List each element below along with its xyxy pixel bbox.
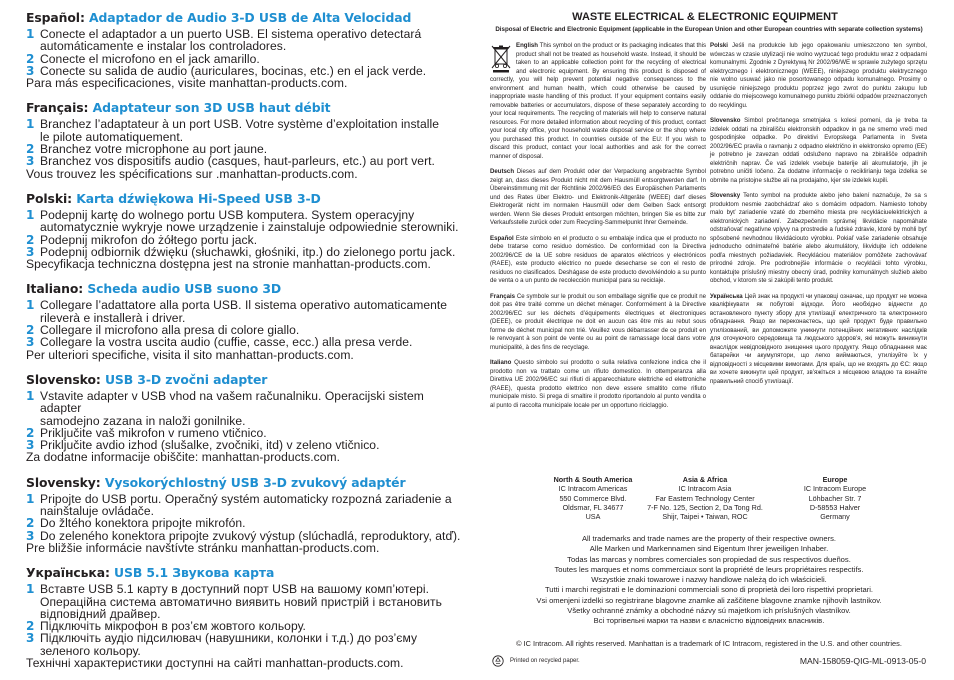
step-text-line: automáticamente e instalar los controladores. (40, 39, 287, 54)
product-title: Adaptador de Audio 3-D USB de Alta Velocidad (89, 10, 412, 25)
address-line: Germany (820, 512, 850, 522)
section-heading (26, 281, 466, 296)
weee-column-right (710, 42, 927, 393)
section-heading (26, 565, 466, 580)
product-title: Vysokorýchlostný USB 3-D zvukový adaptér (104, 474, 406, 490)
trademark-line: Tutti i marchi registrati e le dominazioni commerciali sono di proprietà dei loro rispettivi proprietari. (544, 585, 874, 595)
step-text-line: Collegare il microfono alla presa di colore giallo. (40, 323, 300, 338)
step-number: 1 (26, 491, 35, 506)
trademark-line: Všetky ochranné známky a obchodné názvy sú majetkom ich príslušných vlastníkov. (567, 606, 851, 616)
language-name: Español: (26, 10, 85, 25)
step-text-line: Do zeleného konektora pripojte zvukový výstup (slúchadlá, reproduktory, atď). (40, 528, 461, 543)
step-text-line: automatycznie wykryje nowe urządzenie i zainstaluje odpowiednie sterowniki. (40, 220, 459, 235)
weee-language-label: Italiano (490, 359, 512, 366)
address-line: USA (585, 512, 601, 522)
step-text-line: Branchez l’adaptateur à un port USB. Votre système d’exploitation installe (40, 117, 439, 132)
specifications-note: Para más especificaciones, visite manhattan-products.com. (26, 76, 348, 91)
crossed-out-wheelie-bin-icon (490, 43, 512, 73)
step-number: 1 (26, 207, 35, 222)
weee-paragraph (710, 117, 927, 185)
step-text-line: Collegare la vostra uscita audio (cuffie, casse, ecc.) alla presa verde. (40, 335, 413, 350)
weee-paragraph (710, 192, 927, 286)
step-text-line: зеленого кольору. (40, 643, 141, 658)
recycle-icon (492, 655, 504, 667)
instruction-step (26, 336, 466, 348)
step-number: 2 (26, 323, 35, 338)
step-text-line: Vstavite adapter v USB vhod na vašem računalniku. Operacijski sistem adapter (40, 388, 424, 416)
copyright-notice: © IC Intracom. All rights reserved. Manhattan is a trademark of IC Intracom, registered in the U.S. and other countries. (516, 639, 902, 648)
step-number: 1 (26, 388, 35, 403)
weee-paragraph-text: Este símbolo en el producto o su embalaje indica que el producto no debe tratarse como residuo doméstico. De conformidad con la Directiva 2002/96/CE de la UE sobre residuos de aparatos eléctricos y electrónicos (RAEE), este producto eléctrico no puede desecharse se con el resto de residuos no clasificados. Deshágase de este producto devolviéndolo a su punto de venta o a un punto de recolección municipal para su reciclaje. (490, 234, 706, 284)
weee-title: WASTE ELECTRICAL & ELECTRONIC EQUIPMENT (572, 11, 838, 23)
product-title: USB 5.1 Звукова карта (114, 565, 275, 581)
step-text-line: Підключіть аудіо підсилювач (навушники, колонки і т.д.) до роз’єму (40, 631, 418, 646)
instruction-step (26, 246, 466, 258)
weee-paragraph-text: This symbol on the product or its packaging indicates that this product shall not be treated as household waste. Instead, it should be taken to an applicable collection point for the recycling of electrical and electronic equipment. By ensuring this product is disposed of correctly, you will help prevent potential negative consequences to the environment and human health, which could otherwise be caused by inappropriate waste handling of this product. If your equipment contains easily removable batteries or accumulators, dispose of these separately according to your local requirements. The recycling of materials will help to conserve natural resources. For more detailed information about recycling of this product, contact your local city office, your household waste disposal service or the shop where you purchased this product. In countries outside of the EU: If you wish to discard this product, contact your local authorities and ask for the correct manner of disposal. (490, 42, 706, 160)
weee-paragraph (710, 42, 927, 110)
weee-language-label: Slovensky (710, 192, 741, 199)
instructions-column (26, 10, 466, 680)
language-section (26, 475, 466, 554)
section-heading (26, 100, 466, 115)
step-text-line: rileverà e installerà i driver. (40, 310, 186, 325)
trademark-line: Todas las marcas y nombres comerciales son propiedad de sus respectivos dueños. (567, 554, 851, 564)
instruction-step (26, 234, 466, 246)
step-text-line: Підключіть мікрофон в роз’єм жовтого кольору. (40, 619, 306, 634)
step-text-line: Do žltého konektora pripojte mikrofón. (40, 516, 246, 531)
weee-column (490, 10, 928, 666)
step-text-line: Podepnij odbiornik dźwięku (słuchawki, głośniki, itp.) do zielonego portu jack. (40, 244, 456, 259)
step-number: 2 (26, 142, 35, 157)
product-title: Adaptateur son 3D USB haut débit (92, 100, 331, 116)
step-number: 2 (26, 619, 35, 634)
section-heading (26, 191, 466, 206)
step-number: 2 (26, 425, 35, 440)
address-line: Far Eastern Technology Center (655, 493, 755, 503)
instruction-step (26, 517, 466, 529)
instruction-step (26, 493, 466, 518)
instruction-step (26, 65, 466, 77)
step-text-line: Pripojte do USB portu. Operačný systém automaticky rozpozná zariadenie a (40, 491, 452, 506)
step-text-line: samodejno zazana in naloži gonilnike. (40, 413, 246, 428)
weee-paragraph-text: Tento symbol na produkte alebo jeho balení naznačuje, že sa s produktom nesmie zaobchádzať ako s domácim odpadom. Namiesto tohoby malo byť zariadenie vzaté do zberného miesta pre recykláciuelektrických a elektronických zariadení. Zabezpečením správnej likvidácie napomáhate odstraňovať negatívne vplyvy na prostredie a ľudské zdravie, ktoré by mohli byť spôsobené nevhodnou likvidáciouto výrobku. Pokiaľ vaše zariadenie obsahuje jednoducho odnímateľné batérie alebo akumulátory, likvidujte ich oddelene podľa miestnych požiadaviek. Recykláciou materiálov pomôžete zachovávať prírodné zdroje. Pre podrobnejšie informácie o recyklácii tohto výrobku, kontaktujte príslušný miestny obecný úrad, podniky komunálnych služieb alebo obchod, v ktorom ste si zakúpili tento produkt. (710, 192, 927, 284)
weee-column-left (490, 42, 706, 417)
weee-paragraph (490, 359, 706, 410)
instruction-step (26, 583, 466, 620)
step-text-line: Priključite vaš mikrofon v rumeno vtičnico. (40, 425, 267, 440)
language-section (26, 10, 466, 89)
section-heading (26, 372, 466, 387)
specifications-note: Pre bližšie informácie navštívte stránku manhattan-products.com. (26, 540, 380, 555)
weee-paragraph-text: Dieses auf dem Produkt oder der Verpackung angebrachte Symbol zeigt an, dass dieses Produkt nicht mit dem Hausmüll entsorgtwerden darf. In Übereinstimmung mit der Richtlinie 2002/96/EG des Europäischen Parlaments und des Rates über Elektro- und Elektronik-Altgeräte (WEEE) darf dieses Elektrogerät nicht im normalen Hausmüll oder dem Gelben Sack entsorgt werden. Wenn Sie dieses Produkt entsorgen möchten, bringen Sie es bitte zur Verkaufsstelle zurück oder zum Recycling-Sammelpunkt Ihrer Gemeinde. (490, 168, 706, 226)
weee-language-label: English (516, 42, 539, 49)
step-text-line: Conecte el microfono en el jack amarillo. (40, 51, 260, 66)
specifications-note: Specyfikacja techniczna dostępna jest na stronie manhattan-products.com. (26, 257, 431, 272)
instruction-step (26, 439, 466, 451)
step-text-line: Branchez votre microphone au port jaune. (40, 142, 268, 157)
office-address (640, 475, 770, 521)
trademark-line: Vsi omenjeni izdelki so registrirane blagovne znamke ali zaščitene blagovne znamke njihovih lastnikov. (536, 595, 882, 605)
step-text-line: Podepnij kartę do wolnego portu USB komputera. System operacyjny (40, 207, 415, 222)
weee-paragraph-text: Questo simbolo sui prodotto o sulla relativa confezione indica che il prodotto non va trattato come un rifiuto domestico. In ottemperanza alla Direttiva UE 2002/96/EC sui rifiuti di apparecchiature elettriche ed elettroniche (RAEE), questa prodotto elettrico non deve essere smaltito come rifiuto municipale misto. Si prega di smaltire il prodotto riportandolo al punto vendita o al punto di raccolta municipale locale per un opportuno riciclaggio. (490, 359, 706, 409)
address-line: IC Intracom Europe (803, 484, 867, 494)
address-line: Löhbacher Str. 7 (808, 493, 862, 503)
step-text-line: Операційна система автоматично виявить новий пристрій і встановить (40, 594, 442, 609)
step-number: 1 (26, 582, 35, 597)
language-section (26, 372, 466, 464)
office-region: Europe (822, 475, 848, 484)
address-line: IC Intracom Asia (678, 484, 732, 494)
step-number: 3 (26, 335, 35, 350)
step-number: 2 (26, 516, 35, 531)
weee-paragraph-text: Цей знак на продукті чи упаковці означає, що продукт не можна кваліфікувати як побутові відходи. Його необхідно віднести до встановленого пункту збору для утилізації електричного та електронного обладнання. Якщо ви переконаєтесь, що цей продукт буде правильно утилізований, ви допоможете уникнути потенційних негативних наслідків для оточуючого середовища та людського здоров’я, які можуть виникнути внаслідок невідповідного знищення цього продукту. Якщо обладнання має батарейки чи акумулятори, що легко виймаються, утилізуйте їх у відповідності з місцевими вимогами. Для країн, що не входять до ЄС: якщо ви хочете викинути цей продукт, зв’яжіться з місцевою владою та взнайте правильний спосіб утилізації. (710, 292, 928, 385)
step-text-line: Conecte el adaptador a un puerto USB. El sistema operativo detectará (40, 27, 422, 41)
step-text-line: nainštaluje ovládače. (40, 504, 155, 519)
step-number: 3 (26, 438, 35, 453)
address-line: 550 Commerce Blvd. (559, 493, 627, 503)
trademark-line: All trademarks and trade names are the property of their respective owners. (581, 534, 837, 543)
step-text-line: Priključite avdio izhod (slušalke, zvočniki, itd) v zeleno vtičnico. (40, 438, 380, 453)
document-number: MAN-158059-QIG-ML-0913-05-0 (799, 656, 926, 666)
instruction-step (26, 530, 466, 542)
weee-language-label: Polski (710, 42, 728, 49)
weee-language-label: Français (490, 292, 516, 300)
weee-paragraph-text: Simbol prečrtanega smetnjaka s kolesi pomeni, da je treba ta izdelek oddati na zbirališču elektronskih odpadkov in ga ne smemo vreči med gospodinjske odpadke. Po direktivi Evropskega Parlamenta in Sveta 2002/96/EC pravila o ravnanju z odpadno električno in elektronsko opremo (EE) je potrebno je zavezan oddati odsluženo napravo na zbirališče odpadnih električnih naprav. Če vaš izdelek vsebuje baterije ali akumulatorje, jih je potrebno uničiti ločeno. Za dodatne informacije o reciklirianju tega izdelka se obrnite na pristojne službe ali na prodajalno, kjer ste izdelek kupili. (710, 117, 927, 184)
step-number: 2 (26, 232, 35, 247)
step-number: 3 (26, 154, 35, 169)
instruction-step (26, 299, 466, 324)
product-title: Scheda audio USB suono 3D (87, 281, 282, 297)
instruction-step (26, 390, 466, 427)
step-number: 1 (26, 117, 35, 132)
instruction-step (26, 28, 466, 53)
step-text-line: Podepnij mikrofon do żółtego portu jack. (40, 232, 258, 247)
section-heading (26, 10, 466, 25)
printed-on-recycled-paper: Printed on recycled paper. (510, 658, 580, 664)
specifications-note: Per ulteriori specifiche, visita il sito manhattan-products.com. (26, 347, 354, 362)
address-line: Shijr, Taipei • Taiwan, ROC (662, 512, 748, 522)
language-section (26, 191, 466, 270)
instruction-step (26, 209, 466, 234)
footer (490, 656, 928, 668)
step-text-line: Collegare l’adattatore alla porta USB. Il sistema operativo automaticamente (40, 298, 448, 313)
weee-paragraph (490, 293, 706, 353)
language-section (26, 281, 466, 360)
step-number: 3 (26, 631, 35, 646)
language-name: Slovensko: (26, 371, 101, 387)
weee-paragraph (490, 235, 706, 286)
office-addresses (490, 475, 928, 525)
section-heading (26, 475, 466, 490)
office-address (538, 475, 648, 521)
language-section (26, 100, 466, 179)
trademark-line: Всі торгівельні марки та назви є власністю відповідних власників. (593, 616, 825, 626)
instruction-step (26, 118, 466, 143)
specifications-note: Vous trouvez les spécifications sur .manhattan-products.com. (26, 166, 358, 181)
trademark-notices (490, 534, 928, 627)
weee-language-label: Українська (710, 292, 743, 300)
office-region: Asia & Africa (682, 475, 728, 484)
instruction-step (26, 155, 466, 167)
language-name: Français: (26, 100, 89, 116)
step-number: 3 (26, 63, 35, 78)
weee-paragraph (490, 42, 706, 161)
address-line: 7-F No. 125, Section 2, Da Tong Rd. (647, 502, 763, 512)
address-line: Oldsmar, FL 34677 (562, 502, 624, 512)
weee-language-label: Español (490, 234, 514, 242)
step-number: 1 (26, 298, 35, 313)
weee-language-label: Deutsch (490, 168, 515, 175)
product-title: Karta dźwiękowa Hi-Speed USB 3-D (76, 190, 321, 206)
office-address (775, 475, 895, 521)
weee-paragraph (490, 168, 706, 228)
language-name: Italiano: (26, 281, 84, 297)
step-number: 3 (26, 244, 35, 259)
instruction-step (26, 632, 466, 657)
weee-subtitle: Disposal of Electric and Electronic Equipment (applicable in the European Union and other European countries with separate collection systems) (495, 26, 923, 33)
specifications-note: Za dodatne informacije obiščite: manhattan-products.com. (26, 450, 341, 465)
step-number: 1 (26, 27, 35, 41)
step-number: 3 (26, 528, 35, 543)
step-text-line: відповідний драйвер. (40, 606, 161, 621)
weee-language-label: Slovensko (710, 117, 741, 124)
trademark-line: Alle Marken und Markennamen sind Eigentum Ihrer jeweiligen Inhaber. (589, 544, 829, 554)
weee-paragraph-text: Ce symbole sur le produit ou son emballage signifie que ce produit ne doit pas être traité comme un déchet ménager. Conformément à la Directive 2002/96/EC sur les déchets d’équipements électriques et électroniques (DEEE), ce produit électrique ne doit en aucun cas être mis au rebut sous forme de déchet municipal non trié. Veuillez vous débarrasser de ce produit en le renvoyant à son point de vente ou au point de ramassage local dans votre municipalité, à des fins de recyclage. (490, 292, 706, 351)
address-line: IC Intracom Americas (558, 484, 628, 494)
language-name: Polski: (26, 190, 72, 206)
weee-paragraph-text: Jeśli na produkcie lub jego opakowaniu umieszczono ten symbol, wówczas w czasie utylizacji nie wolno wyrzucać tego produktu wraz z odpadami komunalnymi. Zgodnie z Dyrektywą Nr 2002/96/WE w sprawie zużytego sprzętu elektrycznego i elektronicznego (WEEE), niniejszego produktu elektrycznego nie wolno usuwać jako nie posortowanego odpadu komunalnego. Prosimy o usunięcie niniejszego produktu poprzez jego zwrot do punktu zakupu lub oddanie do miejscowego komunalnego punktu zbiórki odpadów przeznaczonych do recyklingu. (710, 42, 927, 109)
office-region: North & South America (553, 475, 633, 484)
trademark-line: Wszystkie znaki towarowe i nazwy handlowe należą do ich właścicieli. (591, 575, 827, 585)
step-text-line: Вставте USB 5.1 карту в доступний порт USB на вашому комп’ютері. (40, 582, 430, 597)
language-section (26, 565, 466, 669)
language-name: Slovensky: (26, 474, 101, 490)
language-name: Українська: (26, 565, 110, 581)
step-text-line: le pilote automatiquement. (40, 129, 184, 144)
step-number: 2 (26, 51, 35, 66)
weee-paragraph (710, 293, 927, 387)
step-text-line: Branchez vos dispositifs audio (casques, haut-parleurs, etc.) au port vert. (40, 154, 435, 169)
specifications-note: Технічні характеристики доступні на сайті manhattan-products.com. (26, 655, 404, 670)
trademark-line: Toutes les marques et noms commerciaux sont la propriété de leurs propriétaires respectifs. (554, 564, 864, 574)
address-line: D-58553 Halver (809, 502, 861, 512)
step-text-line: Conecte su salida de audio (auriculares, bocinas, etc.) en el jack verde. (40, 63, 427, 78)
product-title: USB 3-D zvočni adapter (104, 371, 268, 387)
